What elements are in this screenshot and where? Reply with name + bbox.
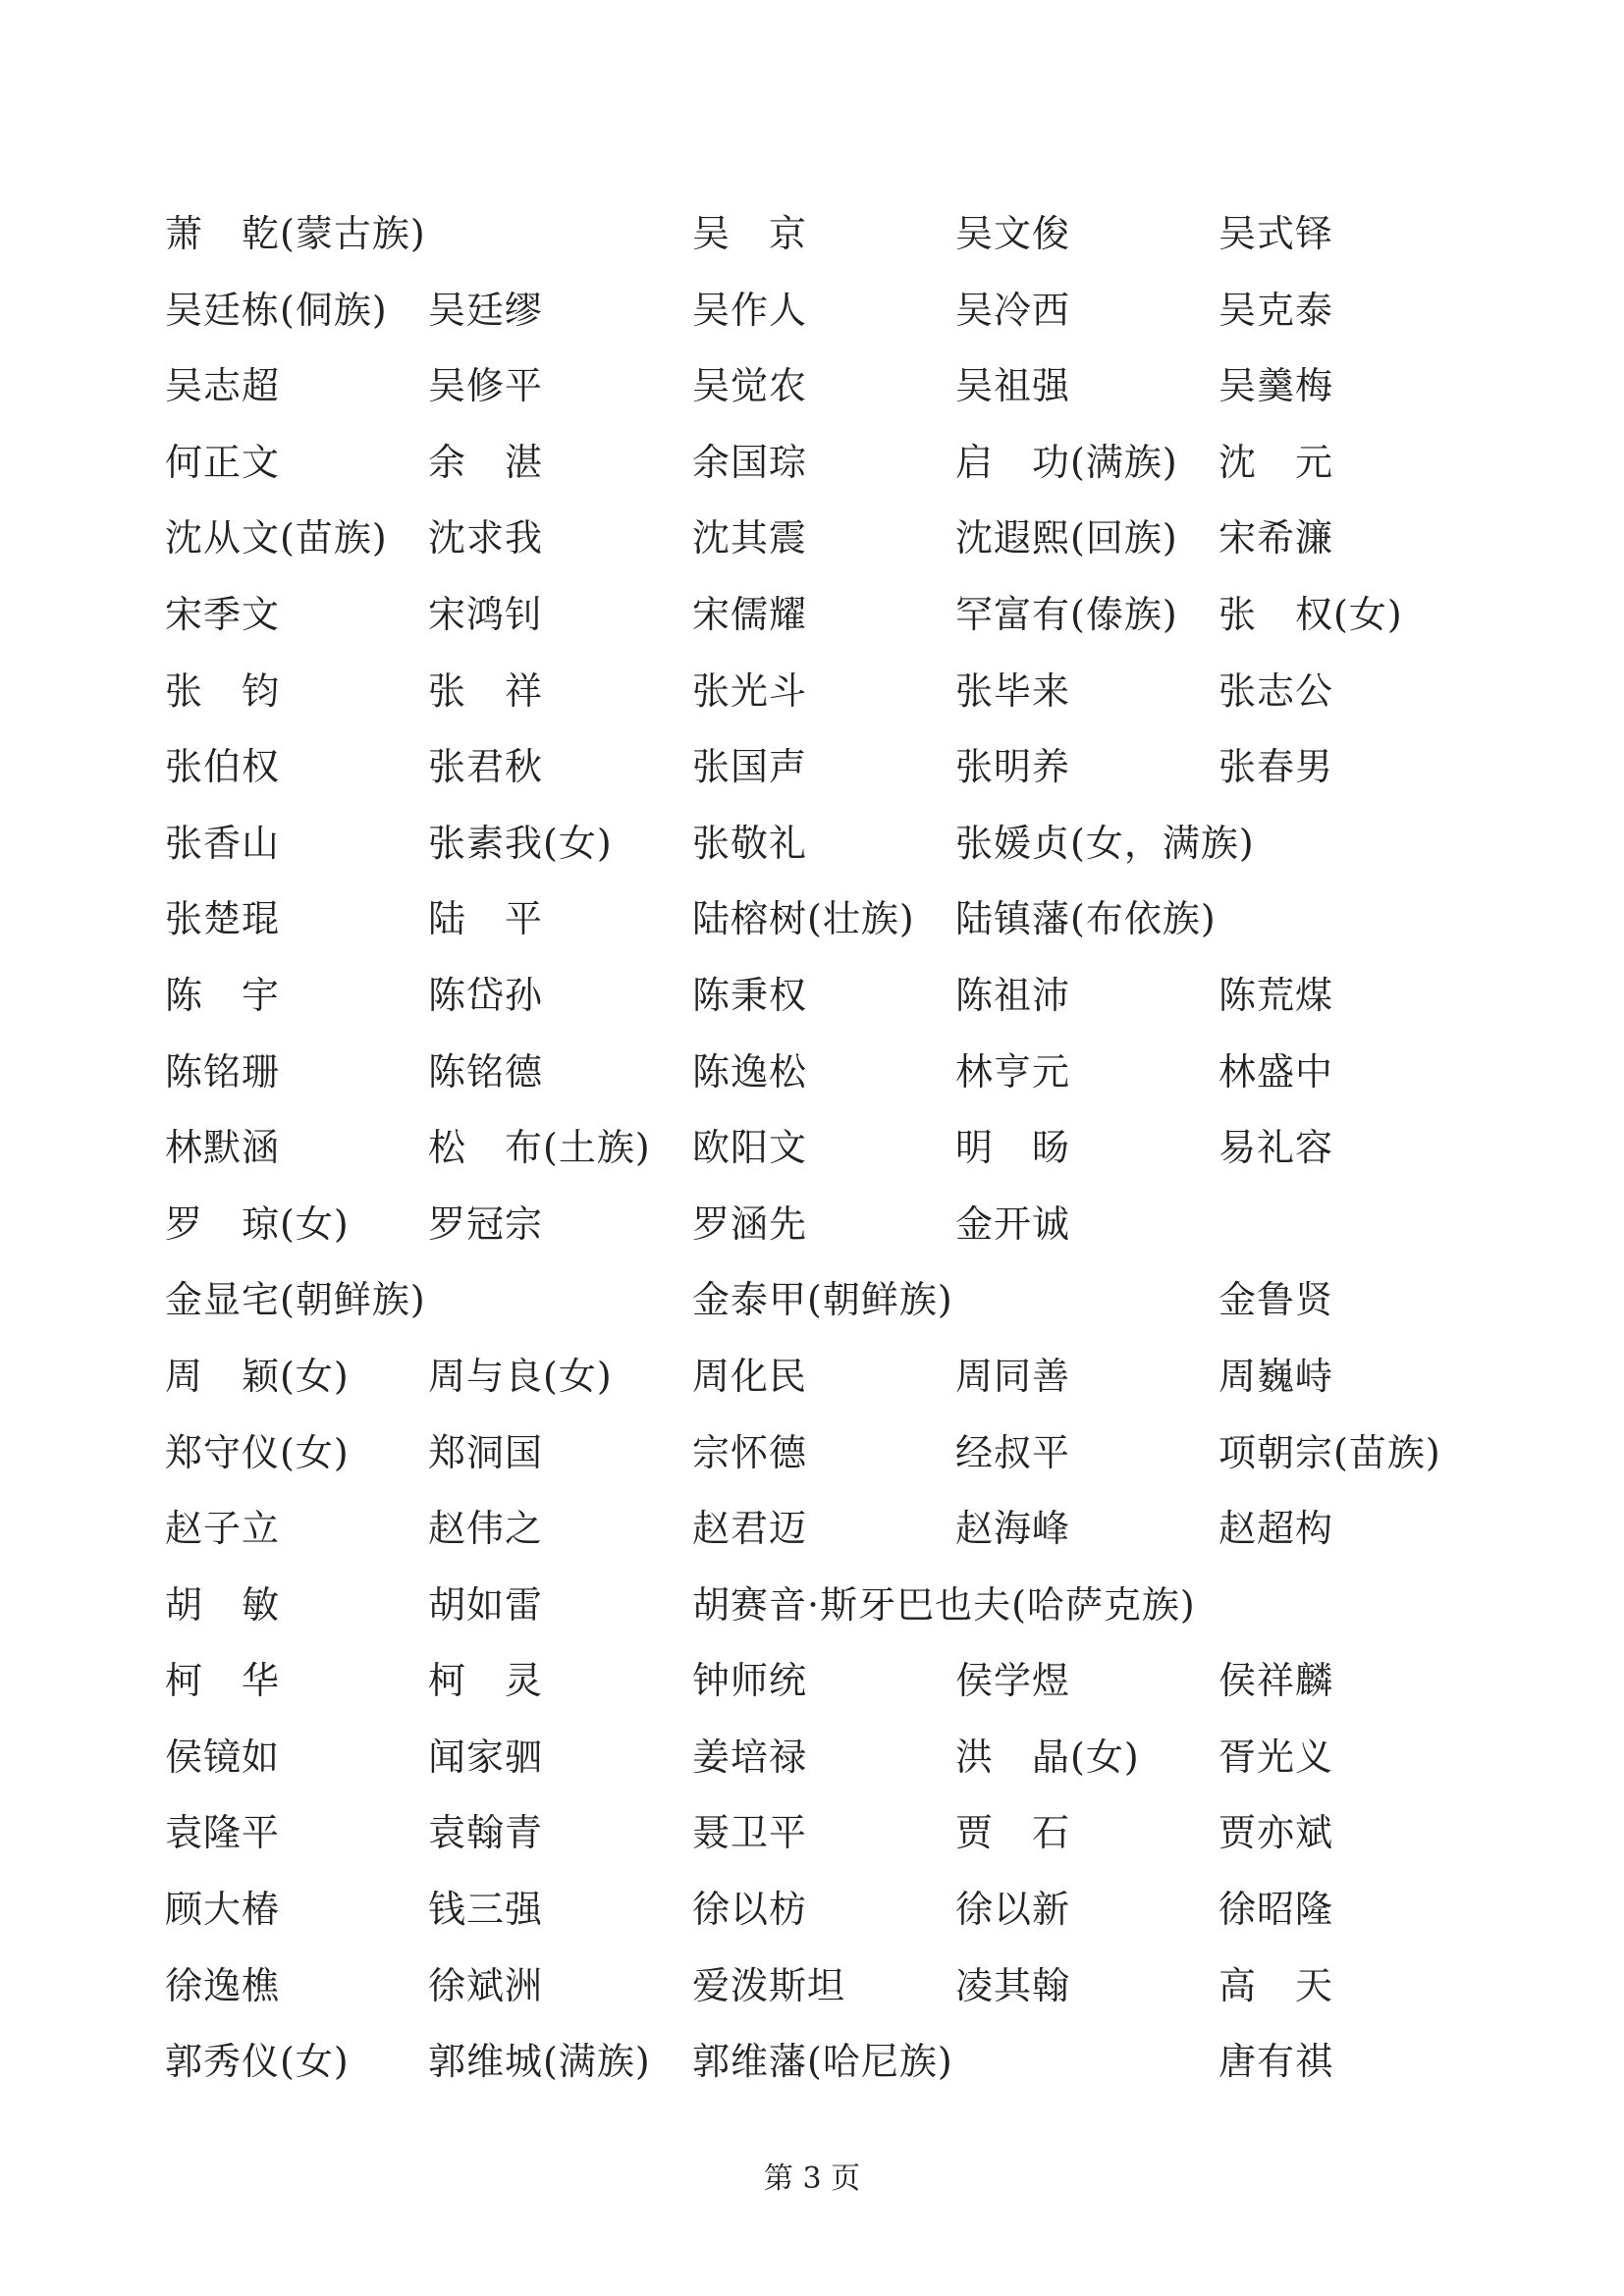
member-name: 姜培禄 [692, 1735, 808, 1779]
member-name: 袁隆平 [165, 1811, 281, 1855]
name-list [165, 206, 1481, 2110]
member-name: 萧 乾(蒙古族) [165, 212, 426, 255]
member-name: 顾大椿 [165, 1888, 281, 1932]
member-name: 宋鸿钊 [428, 592, 544, 636]
member-name: 陆榕树(壮族) [692, 897, 915, 941]
member-name: 沈其震 [692, 516, 808, 561]
name-row [165, 2034, 1481, 2110]
name-row [165, 1805, 1481, 1882]
name-row [165, 664, 1481, 740]
member-name: 张毕来 [955, 668, 1071, 713]
member-name: 张香山 [165, 821, 281, 865]
member-name: 周巍峙 [1218, 1354, 1334, 1398]
member-name: 张 祥 [428, 668, 544, 713]
member-name: 周 颖(女) [165, 1354, 350, 1398]
name-row [165, 206, 1481, 283]
member-name: 罗冠宗 [428, 1201, 544, 1246]
member-name: 张敬礼 [692, 821, 808, 865]
page-number: 第 3 页 [763, 2162, 861, 2196]
name-row [165, 1882, 1481, 1958]
member-name: 罗涵先 [692, 1201, 808, 1246]
member-name: 金开诚 [955, 1201, 1071, 1246]
member-name: 张光斗 [692, 668, 808, 713]
member-name: 徐昭隆 [1218, 1888, 1334, 1932]
member-name: 吴冷西 [955, 288, 1071, 332]
member-name: 明 旸 [955, 1126, 1071, 1170]
member-name: 张 钧 [165, 668, 281, 713]
member-name: 爱泼斯坦 [692, 1963, 846, 2007]
member-name: 陈 宇 [165, 973, 281, 1017]
member-name: 周化民 [692, 1354, 808, 1398]
member-name: 宗怀德 [692, 1430, 808, 1474]
member-name: 林盛中 [1218, 1049, 1334, 1094]
member-name: 郑洞国 [428, 1430, 544, 1474]
member-name: 宋季文 [165, 592, 281, 636]
member-name: 林亨元 [955, 1049, 1071, 1094]
name-row [165, 1272, 1481, 1349]
member-name: 林默涵 [165, 1126, 281, 1170]
member-name: 松 布(土族) [428, 1126, 651, 1170]
member-name: 高 天 [1218, 1963, 1334, 2007]
name-row [165, 1730, 1481, 1806]
member-name: 陈逸松 [692, 1049, 808, 1094]
member-name: 张春男 [1218, 745, 1334, 789]
member-name: 闻家驷 [428, 1735, 544, 1779]
member-name: 侯镜如 [165, 1735, 281, 1779]
member-name: 陈祖沛 [955, 973, 1071, 1017]
member-name: 张伯权 [165, 745, 281, 789]
member-name: 陆镇藩(布依族) [955, 897, 1217, 941]
member-name: 周与良(女) [428, 1354, 613, 1398]
member-name: 徐以枋 [692, 1888, 808, 1932]
member-name: 郑守仪(女) [165, 1430, 350, 1474]
member-name: 易礼容 [1218, 1126, 1334, 1170]
member-name: 沈遐熙(回族) [955, 516, 1178, 561]
member-name: 陈铭珊 [165, 1049, 281, 1094]
member-name: 吴克泰 [1218, 288, 1334, 332]
member-name: 罕富有(傣族) [955, 592, 1178, 636]
member-name: 吴觉农 [692, 364, 808, 408]
member-name: 赵海峰 [955, 1507, 1071, 1551]
name-row [165, 1349, 1481, 1425]
member-name: 宋儒耀 [692, 592, 808, 636]
member-name: 侯学煜 [955, 1659, 1071, 1703]
member-name: 吴文俊 [955, 212, 1071, 255]
member-name: 柯 灵 [428, 1659, 544, 1703]
member-name: 钱三强 [428, 1888, 544, 1932]
member-name: 沈 元 [1218, 440, 1334, 484]
member-name: 钟师统 [692, 1659, 808, 1703]
member-name: 赵伟之 [428, 1507, 544, 1551]
member-name: 欧阳文 [692, 1126, 808, 1170]
member-name: 张国声 [692, 745, 808, 789]
name-row [165, 358, 1481, 435]
member-name: 唐有祺 [1218, 2040, 1334, 2084]
name-row [165, 283, 1481, 359]
member-name: 张明养 [955, 745, 1071, 789]
name-row [165, 739, 1481, 816]
name-row [165, 1197, 1481, 1273]
name-row [165, 1501, 1481, 1577]
member-name: 沈从文(苗族) [165, 516, 388, 561]
member-name: 张志公 [1218, 668, 1334, 713]
name-row [165, 891, 1481, 968]
name-row [165, 1577, 1481, 1654]
member-name: 张楚琨 [165, 897, 281, 941]
member-name: 何正文 [165, 440, 281, 484]
name-row [165, 968, 1481, 1044]
member-name: 余 湛 [428, 440, 544, 484]
member-name: 金显宅(朝鲜族) [165, 1278, 426, 1322]
member-name: 周同善 [955, 1354, 1071, 1398]
name-row [165, 587, 1481, 664]
member-name: 吴志超 [165, 364, 281, 408]
member-name: 经叔平 [955, 1430, 1071, 1474]
member-name: 郭秀仪(女) [165, 2040, 350, 2084]
name-row [165, 1958, 1481, 2035]
member-name: 贾亦斌 [1218, 1811, 1334, 1855]
member-name: 金鲁贤 [1218, 1278, 1334, 1322]
member-name: 吴羹梅 [1218, 364, 1334, 408]
name-row [165, 1653, 1481, 1730]
member-name: 吴作人 [692, 288, 808, 332]
name-row [165, 435, 1481, 511]
member-name: 赵子立 [165, 1507, 281, 1551]
member-name: 吴廷栋(侗族) [165, 288, 388, 332]
member-name: 胡赛音·斯牙巴也夫(哈萨克族) [692, 1582, 1196, 1627]
member-name: 郭维藩(哈尼族) [692, 2040, 953, 2084]
member-name: 金泰甲(朝鲜族) [692, 1278, 953, 1322]
member-name: 侯祥麟 [1218, 1659, 1334, 1703]
member-name: 张 权(女) [1218, 592, 1403, 636]
member-name: 陈荒煤 [1218, 973, 1334, 1017]
member-name: 郭维城(满族) [428, 2040, 651, 2084]
member-name: 袁翰青 [428, 1811, 544, 1855]
member-name: 张素我(女) [428, 821, 613, 865]
name-row [165, 510, 1481, 587]
member-name: 胡如雷 [428, 1582, 544, 1627]
member-name: 项朝宗(苗族) [1218, 1430, 1441, 1474]
name-row [165, 1044, 1481, 1121]
member-name: 罗 琼(女) [165, 1201, 350, 1246]
member-name: 徐斌洲 [428, 1963, 544, 2007]
member-name: 余国琮 [692, 440, 808, 484]
member-name: 贾 石 [955, 1811, 1071, 1855]
member-name: 陆 平 [428, 897, 544, 941]
member-name: 吴廷缪 [428, 288, 544, 332]
member-name: 陈秉权 [692, 973, 808, 1017]
member-name: 沈求我 [428, 516, 544, 561]
member-name: 胥光义 [1218, 1735, 1334, 1779]
member-name: 吴 京 [692, 212, 808, 255]
member-name: 陈铭德 [428, 1049, 544, 1094]
member-name: 洪 晶(女) [955, 1735, 1140, 1779]
member-name: 陈岱孙 [428, 973, 544, 1017]
member-name: 启 功(满族) [955, 440, 1178, 484]
name-row [165, 1425, 1481, 1502]
member-name: 张媛贞(女，满族) [955, 821, 1255, 865]
member-name: 吴修平 [428, 364, 544, 408]
member-name: 徐逸樵 [165, 1963, 281, 2007]
name-row [165, 816, 1481, 892]
member-name: 吴祖强 [955, 364, 1071, 408]
member-name: 吴式铎 [1218, 212, 1334, 255]
member-name: 赵君迈 [692, 1507, 808, 1551]
member-name: 聂卫平 [692, 1811, 808, 1855]
member-name: 柯 华 [165, 1659, 281, 1703]
member-name: 胡 敏 [165, 1582, 281, 1627]
name-row [165, 1120, 1481, 1197]
member-name: 凌其翰 [955, 1963, 1071, 2007]
member-name: 张君秋 [428, 745, 544, 789]
member-name: 徐以新 [955, 1888, 1071, 1932]
member-name: 赵超构 [1218, 1507, 1334, 1551]
member-name: 宋希濂 [1218, 516, 1334, 561]
